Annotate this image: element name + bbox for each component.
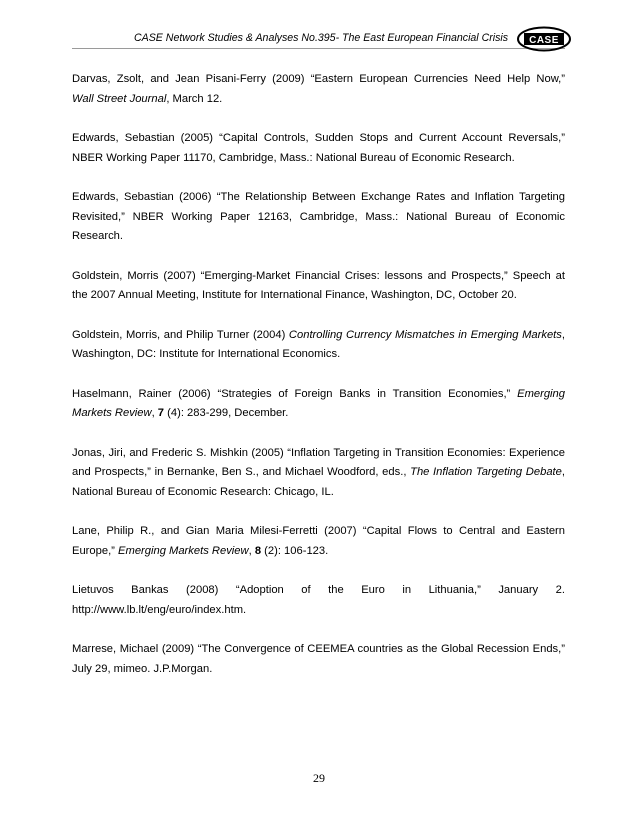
reference-item: Marrese, Michael (2009) “The Convergence of CEEMEA countries as the Global Recession Ends,” July 29, mimeo. J.P.Morgan.: [72, 643, 565, 675]
reference-item: Lietuvos Bankas (2008) “Adoption of the Euro in Lithuania,” January 2. http://www.lb.lt/eng/euro/index.htm.: [72, 584, 565, 616]
page-number: 29: [313, 771, 325, 785]
reference-item: Edwards, Sebastian (2006) “The Relationship Between Exchange Rates and Inflation Targeting Revisited,” NBER Working Paper 12163, Cambridge, Mass.: National Bureau of Economic Research.: [72, 191, 565, 242]
svg-text:CASE: CASE: [529, 34, 559, 46]
reference-item: Haselmann, Rainer (2006) “Strategies of Foreign Banks in Transition Economies,” Emerging Markets Review, 7 (4): 283-299, December.: [72, 387, 565, 419]
references-list: [72, 70, 565, 699]
reference-item: Edwards, Sebastian (2005) “Capital Controls, Sudden Stops and Current Account Reversals,” NBER Working Paper 11170, Cambridge, Mass.: National Bureau of Economic Research.: [72, 132, 565, 164]
reference-item: Darvas, Zsolt, and Jean Pisani-Ferry (2009) “Eastern European Currencies Need Help Now,” Wall Street Journal, March 12.: [72, 73, 565, 105]
reference-item: Lane, Philip R., and Gian Maria Milesi-Ferretti (2007) “Capital Flows to Central and Eastern Europe,” Emerging Markets Review, 8 (2): 106-123.: [72, 525, 565, 557]
reference-item: Goldstein, Morris, and Philip Turner (2004) Controlling Currency Mismatches in Emerging Markets, Washington, DC: Institute for International Economics.: [72, 328, 565, 360]
reference-item: Goldstein, Morris (2007) “Emerging-Market Financial Crises: lessons and Prospects,” Speech at the 2007 Annual Meeting, Institute for International Finance, Washington, DC, October 20.: [72, 269, 565, 301]
header-title: CASE Network Studies & Analyses No.395- The East European Financial Crisis: [134, 32, 509, 44]
running-header: [72, 20, 565, 49]
reference-item: Jonas, Jiri, and Frederic S. Mishkin (2005) “Inflation Targeting in Transition Economies: Experience and Prospects,” in Bernanke, Ben S., and Michael Woodford, eds., The Inflation Targeting Debate, National Bureau of Economic Research: Chicago, IL.: [72, 446, 565, 498]
reference-url: http://www.lb.lt/eng/euro/index.htm.: [72, 603, 247, 616]
case-logo: [516, 26, 572, 52]
